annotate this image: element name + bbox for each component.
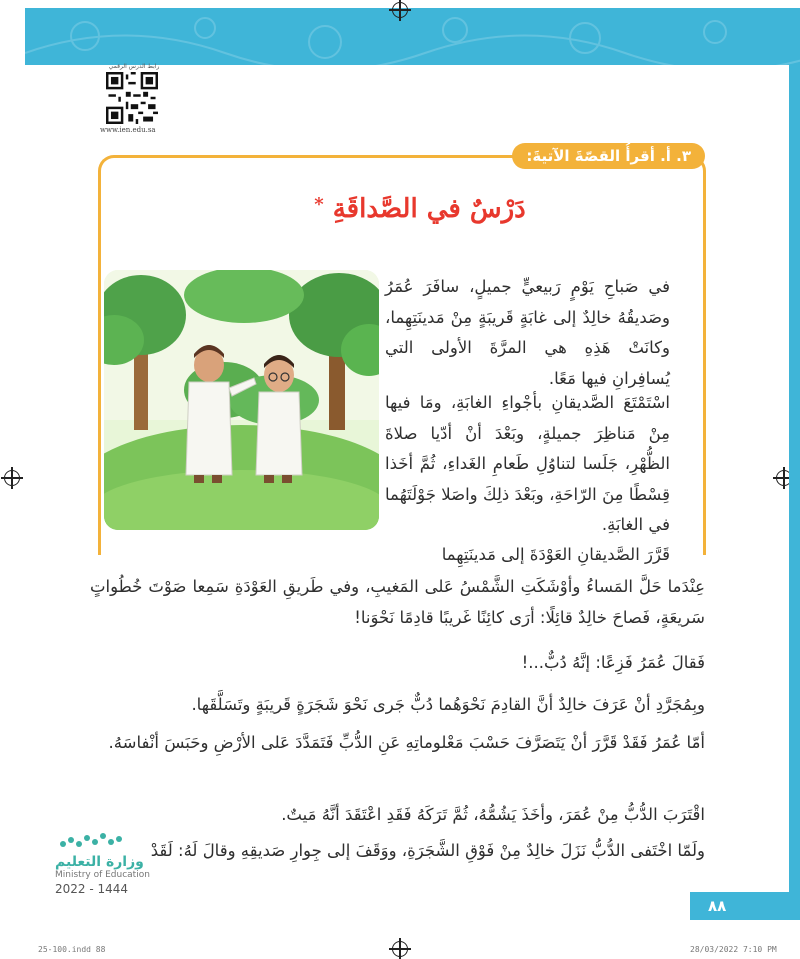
- story-title-text: دَرْسٌ في الصَّداقَةِ: [332, 194, 526, 224]
- side-band: [789, 65, 800, 895]
- qr-label: رابط الدرس الرقمي: [108, 63, 160, 70]
- story-paragraph-7: اقْتَرَبَ الدُّبُّ مِنْ عُمَرَ، وأخَذَ يَشُمُّهُ، ثُمَّ تَرَكَهُ فَقَدِ اعْتَقَدَ أنَّهُ مَيتٌ.: [281, 805, 705, 824]
- story-title: [310, 194, 530, 224]
- edition-year: 2022 - 1444: [55, 882, 129, 896]
- registration-mark-top: [392, 2, 408, 18]
- ministry-dots-icon: [55, 830, 135, 850]
- story-paragraph-3-end: عِنْدَما حَلَّ المَساءُ وأوْشَكَتِ الشَّمْسُ عَلى المَغيبِ، وفي طَريقِ العَوْدَةِ سَمِعا صَوْتَ خُطُواتٍ سَريعَةٍ، فَصاحَ خالِدٌ قائِلًا: أرَى كائِنًا غَريبًا قادِمًا نَحْوَنا!: [90, 577, 705, 627]
- story-paragraph-3-start: قَرَّرَ الصَّديقانِ العَوْدَةَ إلى مَدينَتِهِما: [441, 545, 670, 564]
- story-paragraph-2: اسْتَمْتَعَ الصَّديقانِ بأجْواءِ الغابَةِ، ومَا فيها مِنْ مَناظِرَ جميلةٍ، وبَعْدَ أنْ أدّيا صلاةَ الظُّهْرِ، جَلَسا لتناوُلِ طَعامِ الغَداءِ، ثُمَّ أخَذا قِسْطًا مِنَ الرّاحَةِ، وبَعْدَ ذلِكَ واصَلا جَوْلَتَهُما في الغابَةِ.: [385, 393, 670, 534]
- registration-mark-left: [4, 470, 20, 486]
- story-illustration: [104, 270, 379, 530]
- story-title-asterisk: *: [314, 194, 324, 215]
- print-slug-right: 28/03/2022 7:10 PM: [690, 945, 777, 954]
- story-paragraph-4: فَقالَ عُمَرُ فَزِعًا: إنَّهُ دُبٌّ...!: [521, 653, 705, 672]
- story-paragraph-5: وبِمُجَرَّدِ أنْ عَرَفَ خالِدٌ أنَّ القادِمَ نَحْوَهُما دُبٌّ جَرى نَحْوَ شَجَرَةٍ قَريبَةٍ وتَسَلَّقَها.: [191, 695, 705, 714]
- ministry-logo: [55, 830, 165, 896]
- qr-code-icon[interactable]: [106, 72, 158, 124]
- section-tag: ٣. أ. أقرأُ القصّةَ الآتيةَ:: [512, 143, 705, 169]
- registration-mark-bottom: [392, 941, 408, 957]
- story-paragraph-8: ولَمّا اخْتَفى الدُّبُّ نَزَلَ خالِدٌ مِنْ فَوْقِ الشَّجَرَةِ، ووَقَفَ إلى جِوارِ صَديقِهِ وقالَ لَهُ: لَقَدْ: [150, 841, 705, 860]
- ministry-name-en: Ministry of Education: [55, 870, 150, 880]
- print-slug-left: 25-100.indd 88: [38, 945, 106, 954]
- qr-url[interactable]: www.ien.edu.sa: [100, 126, 156, 134]
- story-paragraph-6: أمّا عُمَرُ فَقَدْ قَرَّرَ أنْ يَتَصَرَّفَ حَسْبَ مَعْلوماتِهِ عَنِ الدُّبِّ فَتَمَدَّدَ عَلى الأرْضِ وحَبَسَ أنْفاسَهُ.: [108, 733, 705, 752]
- story-paragraph-1: في صَباحِ يَوْمٍ رَبيعيٍّ جميلٍ، سافَرَ عُمَرُ وصَديقُهُ خالِدٌ إلى غابَةٍ قَريبَةٍ مِنْ مَدينَتِهِما، وكانَتْ هَذِهِ هي المرَّةَ الأولى التي يُسافِرانِ فيها مَعًا.: [385, 277, 670, 388]
- header-banner: [25, 8, 800, 65]
- page-number: ٨٨: [708, 897, 727, 915]
- ministry-name-ar: وزارة التعليم: [55, 854, 144, 870]
- banner-pattern: [25, 8, 800, 65]
- page-number-bar: [690, 892, 800, 920]
